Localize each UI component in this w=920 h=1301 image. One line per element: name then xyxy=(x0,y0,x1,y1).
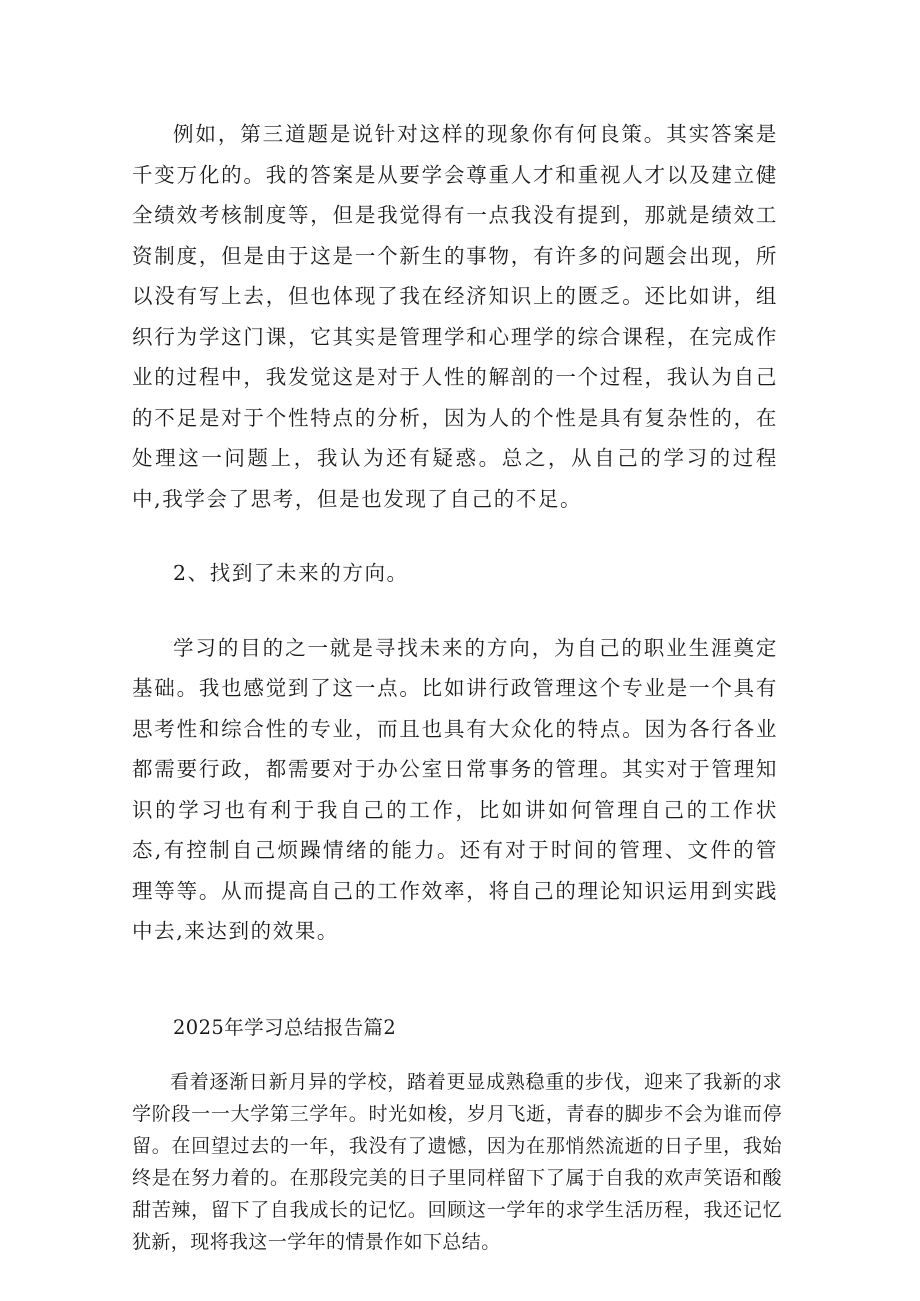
numbered-heading: 2、找到了未来的方向。 xyxy=(173,561,409,585)
document-body-upper xyxy=(132,114,778,952)
body-paragraph: 例如，第三道题是说针对这样的现象你有何良策。其实答案是千变万化的。我的答案是从要学会尊重人才和重视人才以及建立健全绩效考核制度等，但是我觉得有一点我没有提到，那就是绩效工资制度，但是由于这是一个新生的事物，有许多的问题会出现，所以没有写上去，但也体现了我在经济知识上的匮乏。还比如讲，组织行为学这门课，它其实是管理学和心理学的综合课程，在完成作业的过程中，我发觉这是对于人性的解剖的一个过程，我认为自己的不足是对于个性特点的分析，因为人的个性是具有复杂性的，在处理这一问题上，我认为还有疑惑。总之，从自己的学习的过程中,我学会了思考，但是也发现了自己的不足。 xyxy=(132,122,778,511)
document-body-lower xyxy=(132,1012,782,1258)
body-paragraph: 看着逐渐日新月异的学校，踏着更显成熟稳重的步伐，迎来了我新的求学阶段一一大学第三学年。时光如梭，岁月飞逝，青春的脚步不会为谁而停留。在回望过去的一年，我没有了遗憾，因为在那悄然流逝的日子里，我始终是在努力着的。在那段完美的日子里同样留下了属于自我的欢声笑语和酸甜苦辣，留下了自我成长的记忆。回顾这一学年的求学生活历程，我还记忆犹新，现将我这一学年的情景作如下总结。 xyxy=(132,1071,782,1253)
body-paragraph: 学习的目的之一就是寻找未来的方向，为自己的职业生涯奠定基础。我也感觉到了这一点。比如讲行政管理这个专业是一个具有思考性和综合性的专业，而且也具有大众化的特点。因为各行各业都需要行政，都需要对于办公室日常事务的管理。其实对于管理知识的学习也有利于我自己的工作，比如讲如何管理自己的工作状态,有控制自己烦躁情绪的能力。还有对于时间的管理、文件的管理等等。从而提高自己的工作效率，将自己的理论知识运用到实践中去,来达到的效果。 xyxy=(132,635,778,943)
section-title: 2025年学习总结报告篇2 xyxy=(173,1016,397,1039)
